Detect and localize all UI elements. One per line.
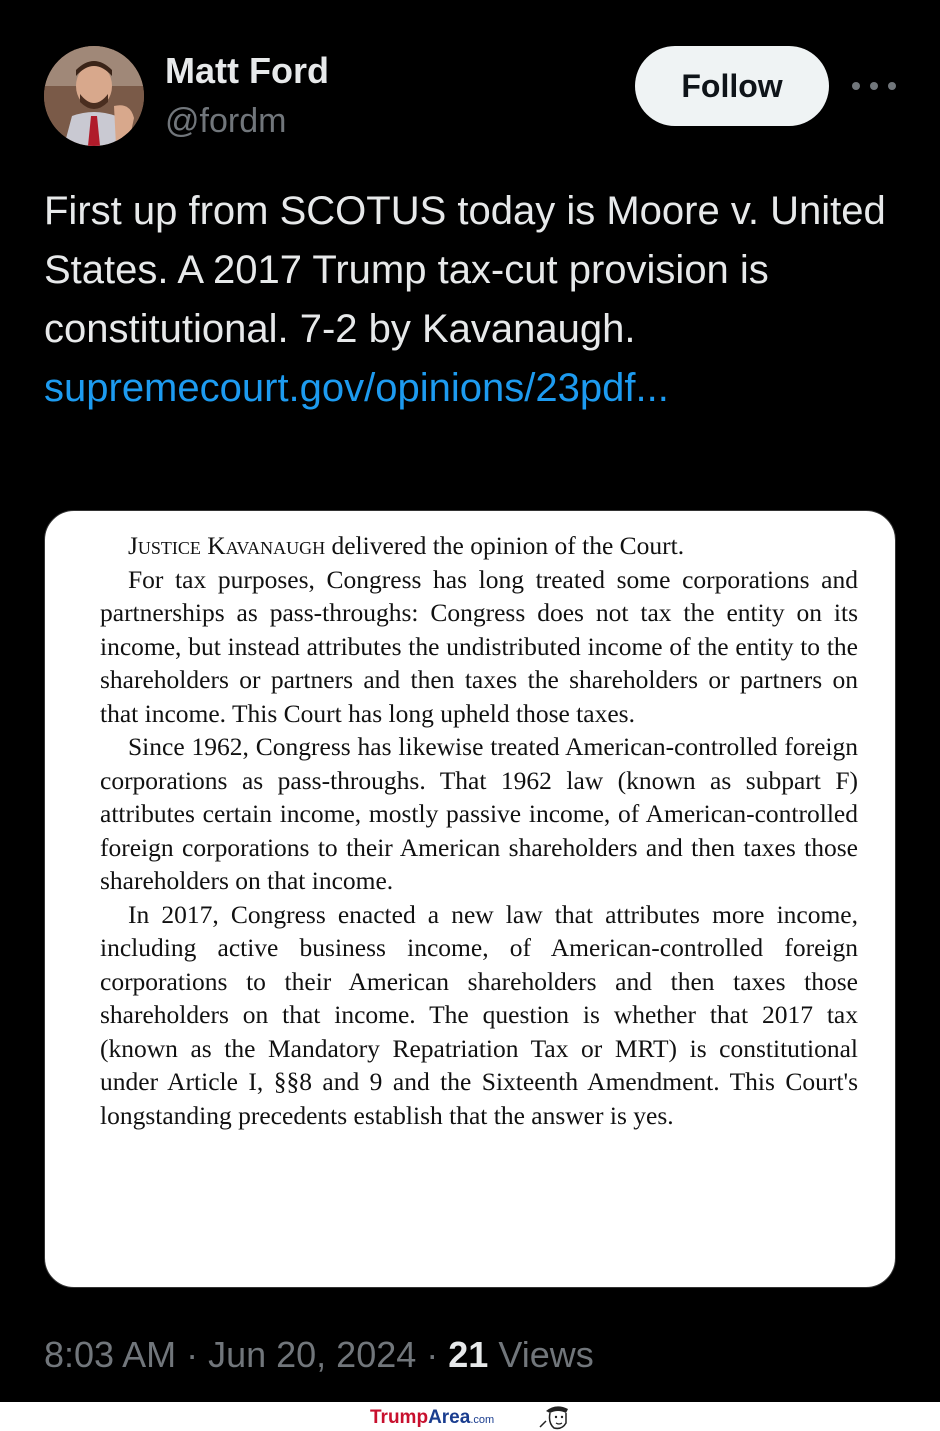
more-dot [852, 82, 860, 90]
opinion-paragraph: Since 1962, Congress has likewise treated American-controlled foreign corporations as pass-throughs. That 1962 law (known as subpart F) attributes certain income, mostly passive income, of American-controlled foreign corporations to their American shareholders and then taxes those shareholders on that income. [100, 732, 858, 895]
tweet-body [44, 182, 904, 418]
opinion-paragraph: For tax purposes, Congress has long treated some corporations and partnerships as pass-throughs: Congress does not tax the entity on its income, but instead attributes the undistributed income of the entity to the shareholders or partners and then taxes the shareholders or partners on that income. This Court has long upheld those taxes. [100, 564, 858, 728]
separator: · [176, 1334, 209, 1375]
opinion-document [100, 529, 858, 1132]
watermark-part3: .com [470, 1414, 495, 1426]
watermark-bar [0, 1402, 940, 1431]
tweet-link[interactable]: supremecourt.gov/opinions/23pdf... [44, 366, 669, 410]
tweet-time[interactable]: 8:03 AM [44, 1334, 177, 1375]
tweet-text: First up from SCOTUS today is Moore v. United States. A 2017 Trump tax-cut provision is constitutional. 7-2 by Kavanaugh. [44, 189, 886, 351]
caricature-icon [536, 1403, 576, 1430]
tweet-meta [44, 1334, 594, 1376]
watermark-logo [370, 1407, 494, 1429]
tweet-date[interactable]: Jun 20, 2024 [208, 1334, 417, 1375]
more-dot [888, 82, 896, 90]
avatar-photo [44, 46, 144, 146]
views-count: 21 [448, 1334, 489, 1375]
watermark-part2: Area [428, 1407, 471, 1428]
attached-image-card[interactable] [44, 510, 896, 1288]
watermark-part1: Trump [370, 1407, 429, 1428]
tweet-header [44, 46, 904, 146]
author-name[interactable]: Matt Ford [165, 50, 329, 91]
more-dot [870, 82, 878, 90]
author-handle[interactable]: @fordm [165, 102, 287, 140]
follow-button[interactable]: Follow [635, 46, 829, 126]
heading-rest: delivered the opinion of the Court. [325, 531, 685, 560]
views-label: Views [488, 1334, 594, 1375]
opinion-paragraph: In 2017, Congress enacted a new law that attributes more income, including active business income, of American-controlled foreign corporations to their American shareholders and then taxes those shareholders on that income. The question is whether that 2017 tax (known as the Mandatory Repatriation Tax or MRT) is constitutional under Article I, §§8 and 9 and the Sixteenth Amendment. This Court's longstanding precedents establish that the answer is yes. [100, 899, 858, 1130]
justice-name: Justice Kavanaugh [128, 531, 326, 560]
opinion-heading [100, 529, 858, 563]
more-horizontal-icon[interactable] [852, 68, 896, 104]
avatar[interactable] [44, 46, 144, 146]
separator: · [416, 1334, 449, 1375]
